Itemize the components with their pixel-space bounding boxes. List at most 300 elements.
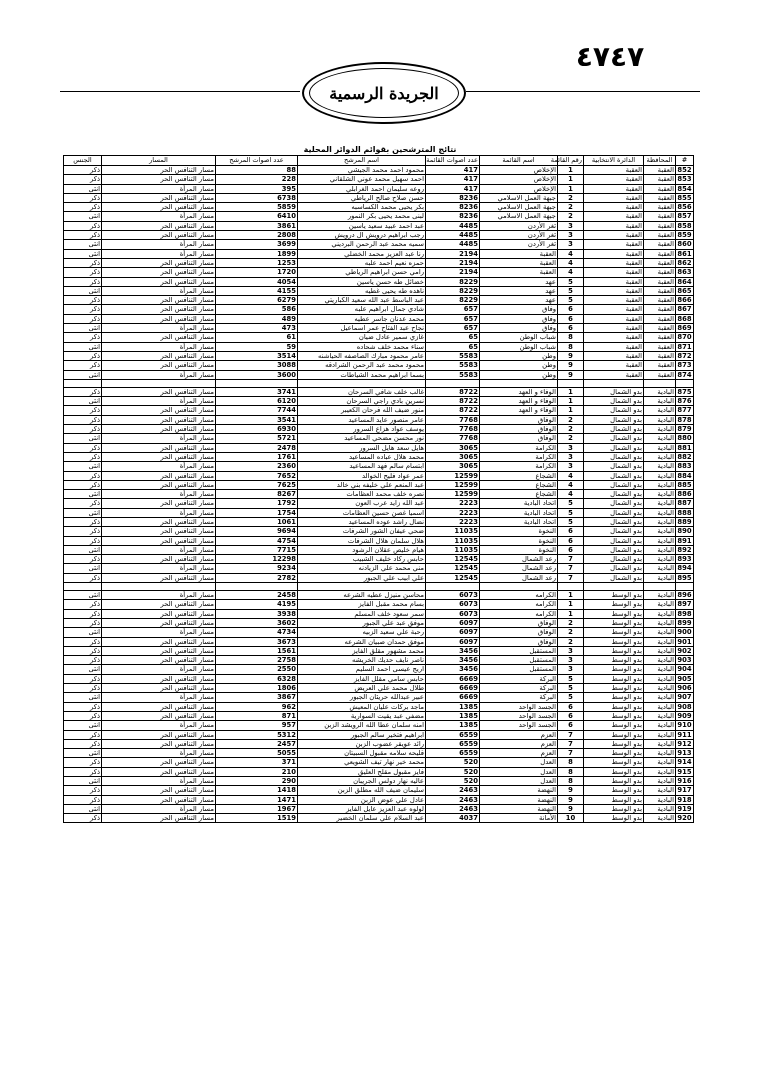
gender-cell: ذكر (64, 609, 102, 618)
list-number-cell: 3 (558, 665, 584, 674)
list-votes-cell: 8722 (426, 397, 480, 406)
governorate-cell: البادية (644, 600, 676, 609)
row-number: 903 (677, 656, 692, 665)
candidate-votes-cell: 6410 (216, 212, 298, 221)
row-number: 911 (677, 730, 692, 739)
district-cell: العقبة (584, 361, 644, 370)
row-number: 887 (677, 499, 692, 508)
track-cell: مسار التنافس الحر (102, 674, 216, 683)
district-cell: بدو الوسط (584, 684, 644, 693)
table-row (64, 573, 694, 582)
list-votes-cell: 6559 (426, 739, 480, 748)
district-cell: بدو الشمال (584, 387, 644, 396)
track-cell: مسار التنافس الحر (102, 166, 216, 175)
list-number-cell: 5 (558, 499, 584, 508)
row-number: 852 (677, 166, 692, 174)
masthead-inner-ring (309, 68, 459, 118)
list-votes-cell: 6559 (426, 749, 480, 758)
governorate-cell: البادية (644, 711, 676, 720)
row-number: 891 (677, 536, 692, 545)
spacer-cell (584, 379, 644, 387)
gender-cell: انثى (64, 545, 102, 554)
list-votes-cell: 5583 (426, 351, 480, 360)
list-name-cell: النخوة (480, 527, 558, 536)
list-name-cell: العقبة (480, 249, 558, 258)
candidate-name-cell: محمد هلال عباده المساعيد (298, 452, 426, 461)
gender-cell: ذكر (64, 739, 102, 748)
governorate-cell: البادية (644, 508, 676, 517)
spacer-cell (216, 583, 298, 591)
list-name-cell: الأمانة (480, 814, 558, 823)
table-row (64, 508, 694, 517)
candidate-name-cell: شادي جمال ابراهيم علبه (298, 305, 426, 314)
candidate-votes-cell: 88 (216, 166, 298, 175)
candidate-votes-cell: 2758 (216, 656, 298, 665)
table-row (64, 637, 694, 646)
governorate-cell: البادية (644, 555, 676, 564)
gender-cell: انثى (64, 462, 102, 471)
track-cell: مسار التنافس الحر (102, 314, 216, 323)
table-title: نتائج المترشحين بقوائم الدوائر المحلية (303, 145, 457, 154)
header-cell: الجنس (64, 156, 102, 166)
list-votes-cell: 1385 (426, 721, 480, 730)
header-cell: الدائرة الانتخابية (584, 156, 644, 166)
list-name-cell: الكرامه (480, 609, 558, 618)
candidate-name-cell: منور ضيف الله فرحان الكعيبر (298, 406, 426, 415)
table-row (64, 674, 694, 683)
list-number-cell: 1 (558, 397, 584, 406)
district-cell: العقبة (584, 324, 644, 333)
candidate-name-cell: عاليه نهار دولس الجريبان (298, 777, 426, 786)
candidate-name-cell: نجاح عبد الفتاح عمر اسماعيل (298, 324, 426, 333)
district-cell: العقبة (584, 175, 644, 184)
candidate-votes-cell: 1720 (216, 268, 298, 277)
spacer-cell (676, 379, 694, 387)
candidate-name-cell: عبد احمد عبيد سعيد ياسين (298, 221, 426, 230)
district-cell: بدو الشمال (584, 452, 644, 461)
track-cell: مسار التنافس الحر (102, 277, 216, 286)
list-votes-cell: 5583 (426, 370, 480, 379)
list-name-cell: الوفاء و العهد (480, 387, 558, 396)
list-name-cell: العزم (480, 749, 558, 758)
group-spacer-row (64, 583, 694, 591)
table-row (64, 665, 694, 674)
list-number-cell: 2 (558, 193, 584, 202)
gender-cell: انثى (64, 628, 102, 637)
district-cell: بدو الشمال (584, 471, 644, 480)
table-row (64, 536, 694, 545)
list-name-cell: المستقبل (480, 646, 558, 655)
governorate-cell: البادية (644, 804, 676, 813)
list-number-cell: 4 (558, 471, 584, 480)
list-votes-cell: 2223 (426, 517, 480, 526)
candidate-votes-cell: 228 (216, 175, 298, 184)
governorate-cell: البادية (644, 656, 676, 665)
list-votes-cell: 7768 (426, 425, 480, 434)
track-cell: مسار المرأة (102, 184, 216, 193)
list-votes-cell: 3456 (426, 646, 480, 655)
candidate-votes-cell: 2458 (216, 591, 298, 600)
gender-cell: ذكر (64, 767, 102, 776)
candidate-name-cell: رحبة علي سعيد الزبيه (298, 628, 426, 637)
list-number-cell: 5 (558, 517, 584, 526)
table-row (64, 490, 694, 499)
table-row (64, 240, 694, 249)
candidate-name-cell: مضفي عبد يقيت السوارية (298, 711, 426, 720)
header-cell: المسار (102, 156, 216, 166)
list-votes-cell: 520 (426, 758, 480, 767)
track-cell: مسار التنافس الحر (102, 203, 216, 212)
list-name-cell: المستقبل (480, 665, 558, 674)
list-votes-cell: 657 (426, 305, 480, 314)
district-cell: بدو الشمال (584, 499, 644, 508)
list-number-cell: 9 (558, 804, 584, 813)
list-name-cell: عهد (480, 277, 558, 286)
track-cell: مسار التنافس الحر (102, 258, 216, 267)
row-number: 856 (677, 203, 692, 212)
governorate-cell: البادية (644, 490, 676, 499)
candidate-votes-cell: 1061 (216, 517, 298, 526)
track-cell: مسار التنافس الحر (102, 600, 216, 609)
list-number-cell: 1 (558, 406, 584, 415)
list-number-cell: 9 (558, 795, 584, 804)
list-number-cell: 5 (558, 296, 584, 305)
district-cell: العقبة (584, 351, 644, 360)
spacer-cell (64, 583, 102, 591)
gender-cell: ذكر (64, 296, 102, 305)
list-name-cell: الإخلاص (480, 184, 558, 193)
candidate-votes-cell: 473 (216, 324, 298, 333)
gender-cell: ذكر (64, 305, 102, 314)
list-number-cell: 6 (558, 545, 584, 554)
track-cell: مسار التنافس الحر (102, 333, 216, 342)
governorate-cell: العقبة (644, 333, 676, 342)
candidate-name-cell: نضال راشد عوده المساعيد (298, 517, 426, 526)
header-row (64, 156, 694, 166)
governorate-cell: البادية (644, 387, 676, 396)
district-cell: بدو الوسط (584, 618, 644, 627)
gender-cell: ذكر (64, 527, 102, 536)
list-votes-cell: 6073 (426, 591, 480, 600)
candidate-votes-cell: 3602 (216, 618, 298, 627)
track-cell: مسار التنافس الحر (102, 425, 216, 434)
candidate-name-cell: طلال محمد علي العريض (298, 684, 426, 693)
track-cell: مسار المرأة (102, 324, 216, 333)
governorate-cell: البادية (644, 637, 676, 646)
candidate-name-cell: بكر يحيى محمد الكساسبه (298, 203, 426, 212)
results-table-wrapper (64, 155, 694, 823)
table-row (64, 268, 694, 277)
governorate-cell: العقبة (644, 351, 676, 360)
track-cell: مسار المرأة (102, 490, 216, 499)
gender-cell: انثى (64, 721, 102, 730)
candidate-name-cell: رامي حسن ابراهيم الرياطي (298, 268, 426, 277)
row-number: 874 (677, 370, 692, 379)
candidate-name-cell: حمزه نعيم احمد علبه (298, 258, 426, 267)
gender-cell: انثى (64, 591, 102, 600)
row-number: 864 (677, 277, 692, 286)
list-number-cell: 3 (558, 462, 584, 471)
list-votes-cell: 6097 (426, 637, 480, 646)
row-number: 866 (677, 296, 692, 305)
candidate-name-cell: عامر منصور عايد المساعيد (298, 415, 426, 424)
district-cell: العقبة (584, 370, 644, 379)
gender-cell: ذكر (64, 618, 102, 627)
district-cell: بدو الشمال (584, 434, 644, 443)
table-row (64, 480, 694, 489)
list-name-cell: الوفاق (480, 618, 558, 627)
governorate-cell: البادية (644, 739, 676, 748)
gender-cell: ذكر (64, 471, 102, 480)
governorate-cell: العقبة (644, 361, 676, 370)
table-row (64, 646, 694, 655)
candidate-name-cell: محمد مشهور مقلق الفايز (298, 646, 426, 655)
gender-cell: ذكر (64, 258, 102, 267)
list-name-cell: جبهة العمل الاسلامي (480, 203, 558, 212)
candidate-votes-cell: 957 (216, 721, 298, 730)
list-number-cell: 7 (558, 555, 584, 564)
list-name-cell: البركة (480, 693, 558, 702)
spacer-cell (102, 583, 216, 591)
list-number-cell: 3 (558, 443, 584, 452)
governorate-cell: العقبة (644, 258, 676, 267)
gender-cell: انثى (64, 184, 102, 193)
list-votes-cell: 520 (426, 777, 480, 786)
list-number-cell: 5 (558, 674, 584, 683)
track-cell: مسار التنافس الحر (102, 480, 216, 489)
district-cell: العقبة (584, 258, 644, 267)
candidate-name-cell: مني محمد علي الزيادنه (298, 564, 426, 573)
candidate-name-cell: غالب خلف شافي السرحان (298, 387, 426, 396)
table-row (64, 545, 694, 554)
candidate-votes-cell: 5312 (216, 730, 298, 739)
candidate-name-cell: ناصر نايف حديك الخريشه (298, 656, 426, 665)
list-name-cell: اتحاد البادية (480, 508, 558, 517)
list-votes-cell: 12545 (426, 573, 480, 582)
district-cell: العقبة (584, 166, 644, 175)
district-cell: بدو الشمال (584, 415, 644, 424)
row-number: 901 (677, 637, 692, 646)
candidate-name-cell: هايل سعد هايل السرور (298, 443, 426, 452)
candidate-votes-cell: 1418 (216, 786, 298, 795)
track-cell: مسار التنافس الحر (102, 221, 216, 230)
candidate-name-cell: لولوه عبد العزيز عايل الفايز (298, 804, 426, 813)
list-number-cell: 9 (558, 361, 584, 370)
track-cell: مسار المرأة (102, 591, 216, 600)
list-number-cell: 1 (558, 600, 584, 609)
gender-cell: ذكر (64, 425, 102, 434)
district-cell: بدو الوسط (584, 600, 644, 609)
candidate-votes-cell: 3938 (216, 609, 298, 618)
table-row (64, 814, 694, 823)
table-row (64, 193, 694, 202)
district-cell: بدو الوسط (584, 656, 644, 665)
governorate-cell: العقبة (644, 305, 676, 314)
district-cell: بدو الوسط (584, 609, 644, 618)
row-number: 861 (677, 249, 692, 258)
list-votes-cell: 2463 (426, 786, 480, 795)
masthead-seal (302, 62, 466, 124)
list-number-cell: 7 (558, 730, 584, 739)
list-votes-cell: 7768 (426, 415, 480, 424)
track-cell: مسار التنافس الحر (102, 527, 216, 536)
list-votes-cell: 3065 (426, 462, 480, 471)
list-votes-cell: 2194 (426, 258, 480, 267)
table-row (64, 258, 694, 267)
district-cell: بدو الوسط (584, 758, 644, 767)
governorate-cell: البادية (644, 499, 676, 508)
candidate-votes-cell: 59 (216, 342, 298, 351)
candidate-votes-cell: 2457 (216, 739, 298, 748)
list-number-cell: 6 (558, 305, 584, 314)
gender-cell: انثى (64, 693, 102, 702)
district-cell: بدو الشمال (584, 536, 644, 545)
district-cell: بدو الوسط (584, 739, 644, 748)
list-name-cell: شباب الوطن (480, 333, 558, 342)
list-votes-cell: 2463 (426, 795, 480, 804)
district-cell: بدو الوسط (584, 721, 644, 730)
candidate-votes-cell: 6279 (216, 296, 298, 305)
governorate-cell: العقبة (644, 277, 676, 286)
candidate-votes-cell: 5859 (216, 203, 298, 212)
governorate-cell: البادية (644, 462, 676, 471)
governorate-cell: العقبة (644, 184, 676, 193)
track-cell: مسار المرأة (102, 564, 216, 573)
list-votes-cell: 6073 (426, 609, 480, 618)
list-votes-cell: 6669 (426, 693, 480, 702)
list-votes-cell: 8722 (426, 387, 480, 396)
gender-cell: ذكر (64, 333, 102, 342)
gender-cell: ذكر (64, 406, 102, 415)
district-cell: بدو الشمال (584, 555, 644, 564)
list-votes-cell: 2194 (426, 249, 480, 258)
spacer-cell (298, 379, 426, 387)
list-number-cell: 2 (558, 425, 584, 434)
table-row (64, 231, 694, 240)
list-name-cell: رعد الشمال (480, 564, 558, 573)
list-number-cell: 7 (558, 573, 584, 582)
list-number-cell: 3 (558, 231, 584, 240)
candidate-name-cell: غازي سمير عادل ضيان (298, 333, 426, 342)
row-number: 879 (677, 425, 692, 434)
candidate-name-cell: عمر عواد فليح الخوالد (298, 471, 426, 480)
list-votes-cell: 417 (426, 166, 480, 175)
table-row (64, 452, 694, 461)
governorate-cell: البادية (644, 415, 676, 424)
candidate-name-cell: حابس ركاد خليف الشبيب (298, 555, 426, 564)
governorate-cell: العقبة (644, 342, 676, 351)
list-votes-cell: 6669 (426, 674, 480, 683)
table-row (64, 739, 694, 748)
row-number: 862 (677, 258, 692, 267)
list-votes-cell: 4037 (426, 814, 480, 823)
track-cell: مسار المرأة (102, 804, 216, 813)
row-number: 868 (677, 314, 692, 323)
list-votes-cell: 11035 (426, 527, 480, 536)
track-cell: مسار التنافس الحر (102, 786, 216, 795)
row-number: 905 (677, 674, 692, 683)
list-number-cell: 9 (558, 786, 584, 795)
gender-cell: ذكر (64, 480, 102, 489)
gender-cell: ذكر (64, 175, 102, 184)
district-cell: بدو الشمال (584, 573, 644, 582)
district-cell: بدو الشمال (584, 564, 644, 573)
list-name-cell: جبهة العمل الاسلامي (480, 212, 558, 221)
list-votes-cell: 1385 (426, 702, 480, 711)
list-number-cell: 6 (558, 324, 584, 333)
candidate-name-cell: سمر سعود خلف المسلم (298, 609, 426, 618)
candidate-votes-cell: 1967 (216, 804, 298, 813)
list-name-cell: وطن (480, 370, 558, 379)
district-cell: بدو الوسط (584, 814, 644, 823)
governorate-cell: البادية (644, 795, 676, 804)
list-votes-cell: 8236 (426, 203, 480, 212)
candidate-name-cell: اريج عيسى احمد السليم (298, 665, 426, 674)
candidate-name-cell: بسام محمد مقبل الفايز (298, 600, 426, 609)
spacer-cell (480, 583, 558, 591)
track-cell: مسار التنافس الحر (102, 305, 216, 314)
gender-cell: ذكر (64, 555, 102, 564)
table-row (64, 434, 694, 443)
candidate-name-cell: علي ابيب علي الجبور (298, 573, 426, 582)
district-cell: بدو الشمال (584, 490, 644, 499)
list-number-cell: 7 (558, 564, 584, 573)
candidate-votes-cell: 4155 (216, 286, 298, 295)
table-row (64, 342, 694, 351)
row-number: 860 (677, 240, 692, 249)
candidate-name-cell: موفق حمدان صبيان الشرعه (298, 637, 426, 646)
candidate-votes-cell: 2478 (216, 443, 298, 452)
table-row (64, 693, 694, 702)
gender-cell: انثى (64, 286, 102, 295)
governorate-cell: البادية (644, 527, 676, 536)
candidate-name-cell: عبد المنعم علي خليفه بني خالد (298, 480, 426, 489)
district-cell: بدو الوسط (584, 804, 644, 813)
track-cell: مسار التنافس الحر (102, 573, 216, 582)
spacer-cell (584, 583, 644, 591)
candidate-name-cell: هلال سلمان هلال الشرفات (298, 536, 426, 545)
track-cell: مسار التنافس الحر (102, 452, 216, 461)
candidate-name-cell: يوسف عواد هزاع السرور (298, 425, 426, 434)
track-cell: مسار التنافس الحر (102, 175, 216, 184)
track-cell: مسار التنافس الحر (102, 471, 216, 480)
list-votes-cell: 657 (426, 314, 480, 323)
row-number: 904 (677, 665, 692, 674)
gender-cell: ذكر (64, 314, 102, 323)
track-cell: مسار المرأة (102, 342, 216, 351)
list-number-cell: 1 (558, 175, 584, 184)
candidate-votes-cell: 871 (216, 711, 298, 720)
list-number-cell: 5 (558, 508, 584, 517)
candidate-votes-cell: 6120 (216, 397, 298, 406)
governorate-cell: العقبة (644, 240, 676, 249)
track-cell: مسار التنافس الحر (102, 555, 216, 564)
candidate-name-cell: لبنى محمد يحيى بكر النمور (298, 212, 426, 221)
list-votes-cell: 12599 (426, 480, 480, 489)
gender-cell: انثى (64, 434, 102, 443)
spacer-cell (426, 583, 480, 591)
list-votes-cell: 6669 (426, 684, 480, 693)
governorate-cell: البادية (644, 749, 676, 758)
list-votes-cell: 11035 (426, 545, 480, 554)
governorate-cell: البادية (644, 777, 676, 786)
list-votes-cell: 657 (426, 324, 480, 333)
row-number: 884 (677, 471, 692, 480)
governorate-cell: البادية (644, 536, 676, 545)
candidate-votes-cell: 395 (216, 184, 298, 193)
row-number: 915 (677, 767, 692, 776)
list-votes-cell: 2194 (426, 268, 480, 277)
